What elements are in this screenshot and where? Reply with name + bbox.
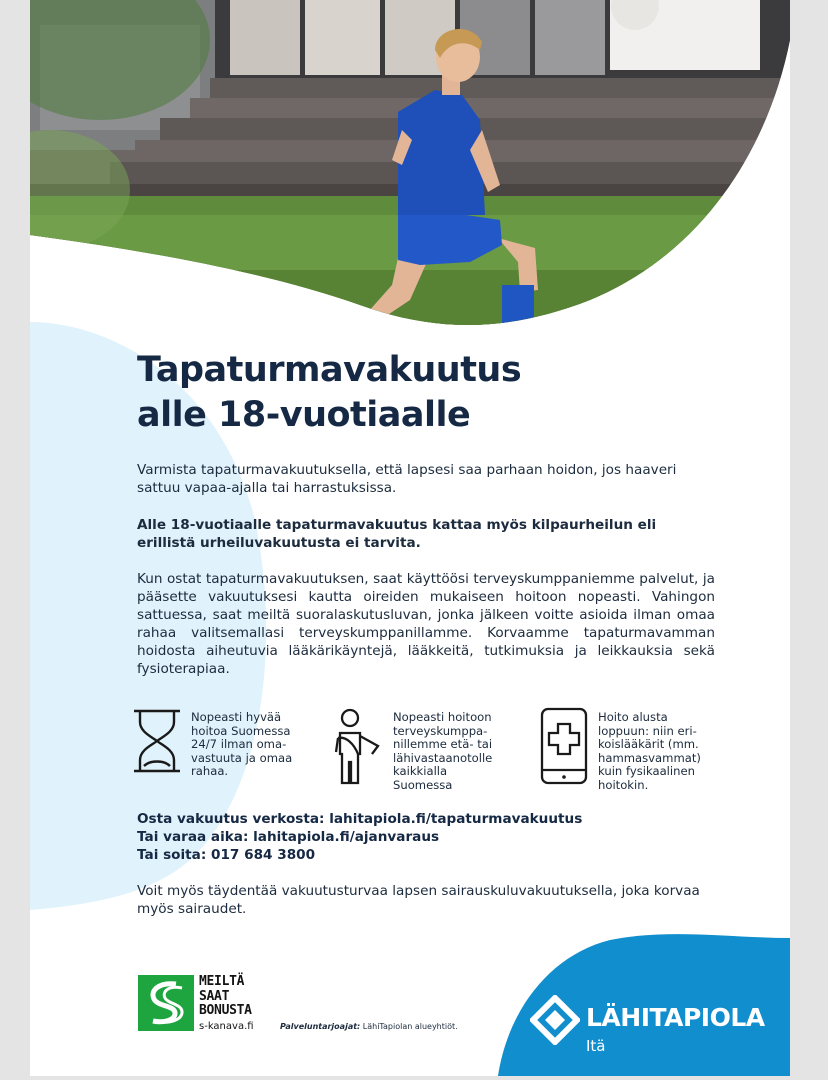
bonus-line1: MEILTÄ (199, 974, 245, 989)
providers-value: LähiTapiolan alueyhtiöt. (362, 1022, 458, 1031)
feature-line: lähivastaanotolle (393, 750, 493, 765)
feature-line: loppuun: niin eri- (598, 723, 697, 738)
phone-medical-icon (539, 706, 589, 786)
feature-line: kuin fysikaalinen (598, 764, 695, 778)
bonus-line2: SAAT (199, 988, 230, 1004)
feature-line: hoitoa Suomessa (191, 723, 291, 738)
page-title-line2: alle 18-vuotiaalle (137, 395, 471, 435)
feature-text-quick-care (191, 711, 292, 779)
supplement-paragraph: Voit myös täydentää vakuutusturvaa lapsen sairauskuluvakuutuksella, joka korvaa myös sairaudet. (137, 883, 700, 917)
feature-line: nillemme etä- tai (393, 737, 493, 751)
contact-phone: Tai soita: 017 684 3800 (137, 847, 316, 863)
feature-line: terveyskumppa- (393, 723, 488, 738)
body-paragraph: Kun ostat tapaturmavakuutuksen, saat käyttöösi terveyskumppaniemme palvelut, ja pääsette vakuutuksesi kautta oireiden mukaiseen hoitoon nopeasti. Vahingon sattuessa, saat meiltä suoralaskutusluvan, jonka jälkeen voitte asioida ilman omaa rahaa valitsemallasi terveyskumppanillamme. Korvaamme tapaturmavamman hoidosta aiheutuvia lääkärikäyntejä, lääkkeitä, tutkimuksia ja leikkauksia sekä fysioterapiaa. (137, 571, 715, 677)
bonus-badge-text (199, 975, 252, 1019)
intro-paragraph: Varmista tapaturmavakuutuksella, että lapsesi saa parhaan hoidon, jos haaveri sattuu vapaa-ajalla tai harrastuksissa. (137, 462, 677, 496)
feature-line: vastuuta ja omaa (191, 750, 293, 765)
bonus-line3: BONUSTA (199, 1003, 252, 1018)
feature-line: kaikkialla (393, 764, 448, 778)
feature-line: Hoito alusta (598, 710, 668, 724)
providers-line (280, 1022, 458, 1031)
contact-online: Osta vakuutus verkosta: lahitapiola.fi/tapaturmavakuutus (137, 811, 583, 827)
feature-text-partners (393, 711, 492, 792)
lahitapiola-logo-icon (530, 995, 580, 1045)
highlight-paragraph: Alle 18-vuotiaalle tapaturmavakuutus kattaa myös kilpaurheilun eli erillistä urheiluvakuutusta ei tarvita. (137, 517, 657, 551)
feature-line: hoitokin. (598, 777, 649, 792)
feature-line: Suomessa (393, 777, 453, 792)
feature-line: rahaa. (191, 764, 229, 778)
providers-label: Palveluntarjoajat: (280, 1022, 361, 1031)
feature-line: hammasvammat) (598, 750, 701, 765)
feature-line: 24/7 ilman oma- (191, 737, 287, 751)
bonus-url: s-kanava.fi (199, 1021, 254, 1032)
contact-appointment: Tai varaa aika: lahitapiola.fi/ajanvaraus (137, 829, 440, 845)
brand-name: LÄHITAPIOLA (586, 1003, 765, 1032)
hero-photo (30, 0, 790, 330)
page-title (137, 348, 521, 438)
feature-line: Nopeasti hyvää (191, 710, 282, 724)
page-title-line1: Tapaturmavakuutus (137, 350, 522, 390)
insurance-flyer (30, 0, 790, 1076)
s-bonus-logo (138, 975, 194, 1031)
injured-person-icon (332, 706, 388, 786)
feature-text-full-care (598, 711, 701, 792)
brand-region: Itä (586, 1037, 606, 1055)
hourglass-icon (130, 708, 184, 774)
s-logo-icon (138, 975, 194, 1031)
feature-line: koislääkärit (mm. (598, 737, 699, 751)
feature-line: Nopeasti hoitoon (393, 710, 492, 724)
